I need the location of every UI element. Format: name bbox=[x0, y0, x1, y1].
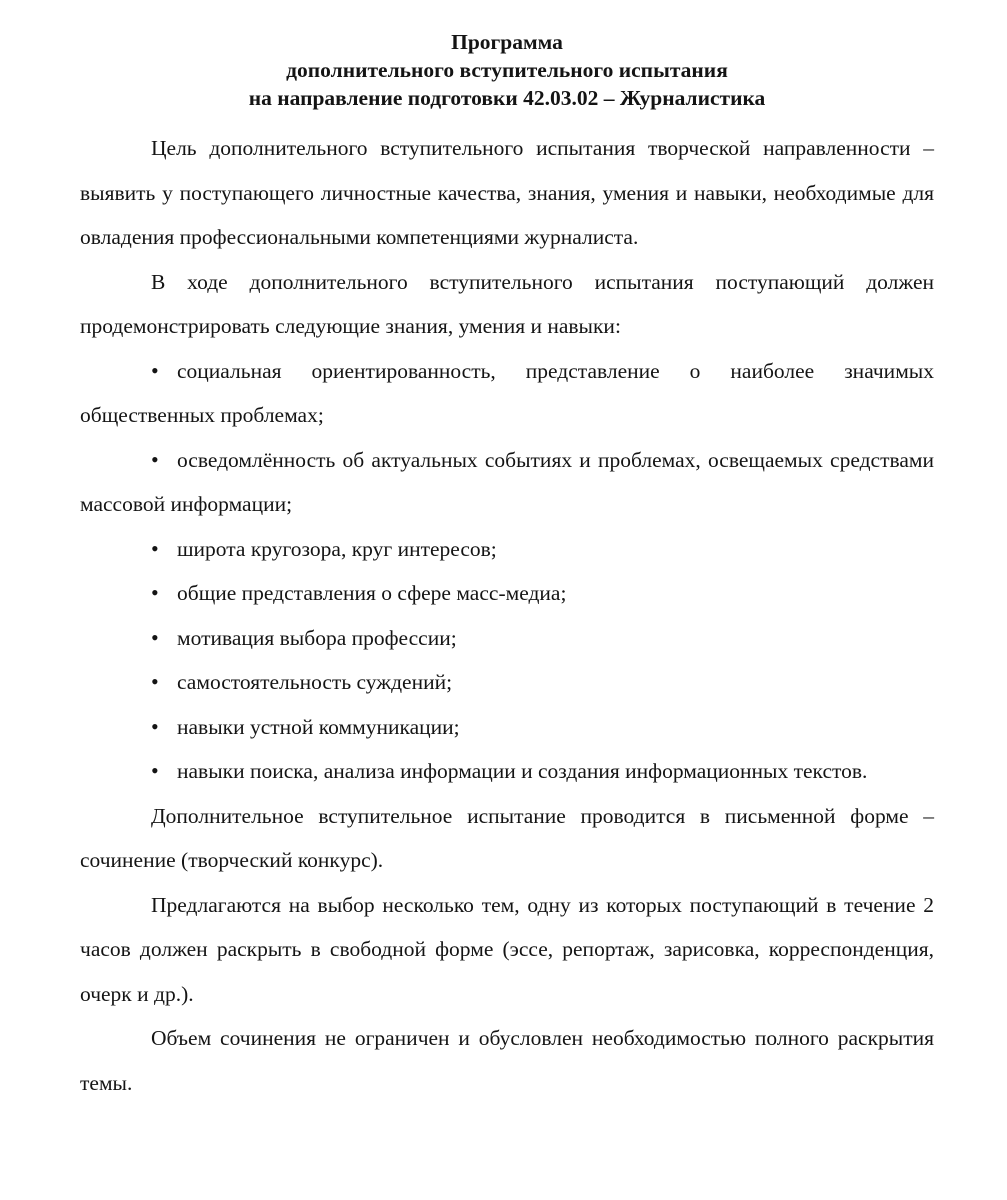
list-item: • навыки устной коммуникации; bbox=[80, 705, 934, 750]
document-title bbox=[80, 28, 934, 112]
list-item: • самостоятельность суждений; bbox=[80, 660, 934, 705]
skills-list bbox=[80, 349, 934, 794]
paragraph-form: Дополнительное вступительное испытание проводится в письменной форме – сочинение (творческий конкурс). bbox=[80, 803, 934, 872]
list-item: • широта кругозора, круг интересов; bbox=[80, 527, 934, 572]
document-page bbox=[80, 28, 934, 1105]
paragraph-volume: Объем сочинения не ограничен и обусловлен необходимостью полного раскрытия темы. bbox=[80, 1026, 934, 1095]
title-line-1: Программа bbox=[451, 30, 563, 54]
list-item: • социальная ориентированность, представление о наиболее значимых общественных проблемах; bbox=[80, 349, 934, 438]
title-line-3: на направление подготовки 42.03.02 – Журналистика bbox=[248, 86, 766, 110]
paragraph-goal: Цель дополнительного вступительного испытания творческой направленности – выявить у поступающего личностные качества, знания, умения и навыки, необходимые для овладения профессиональными компетенциями журналиста. bbox=[80, 136, 934, 249]
paragraph-intro-list: В ходе дополнительного вступительного испытания поступающий должен продемонстрировать следующие знания, умения и навыки: bbox=[80, 269, 934, 338]
list-item: • навыки поиска, анализа информации и создания информационных текстов. bbox=[80, 749, 934, 794]
list-item: • общие представления о сфере масс-медиа; bbox=[80, 571, 934, 616]
list-item: • мотивация выбора профессии; bbox=[80, 616, 934, 661]
title-line-2: дополнительного вступительного испытания bbox=[286, 58, 728, 82]
paragraph-topics: Предлагаются на выбор несколько тем, одну из которых поступающий в течение 2 часов должен раскрыть в свободной форме (эссе, репортаж, зарисовка, корреспонденция, очерк и др.). bbox=[80, 892, 934, 1006]
list-item: • осведомлённость об актуальных событиях и проблемах, освещаемых средствами массовой информации; bbox=[80, 438, 934, 527]
